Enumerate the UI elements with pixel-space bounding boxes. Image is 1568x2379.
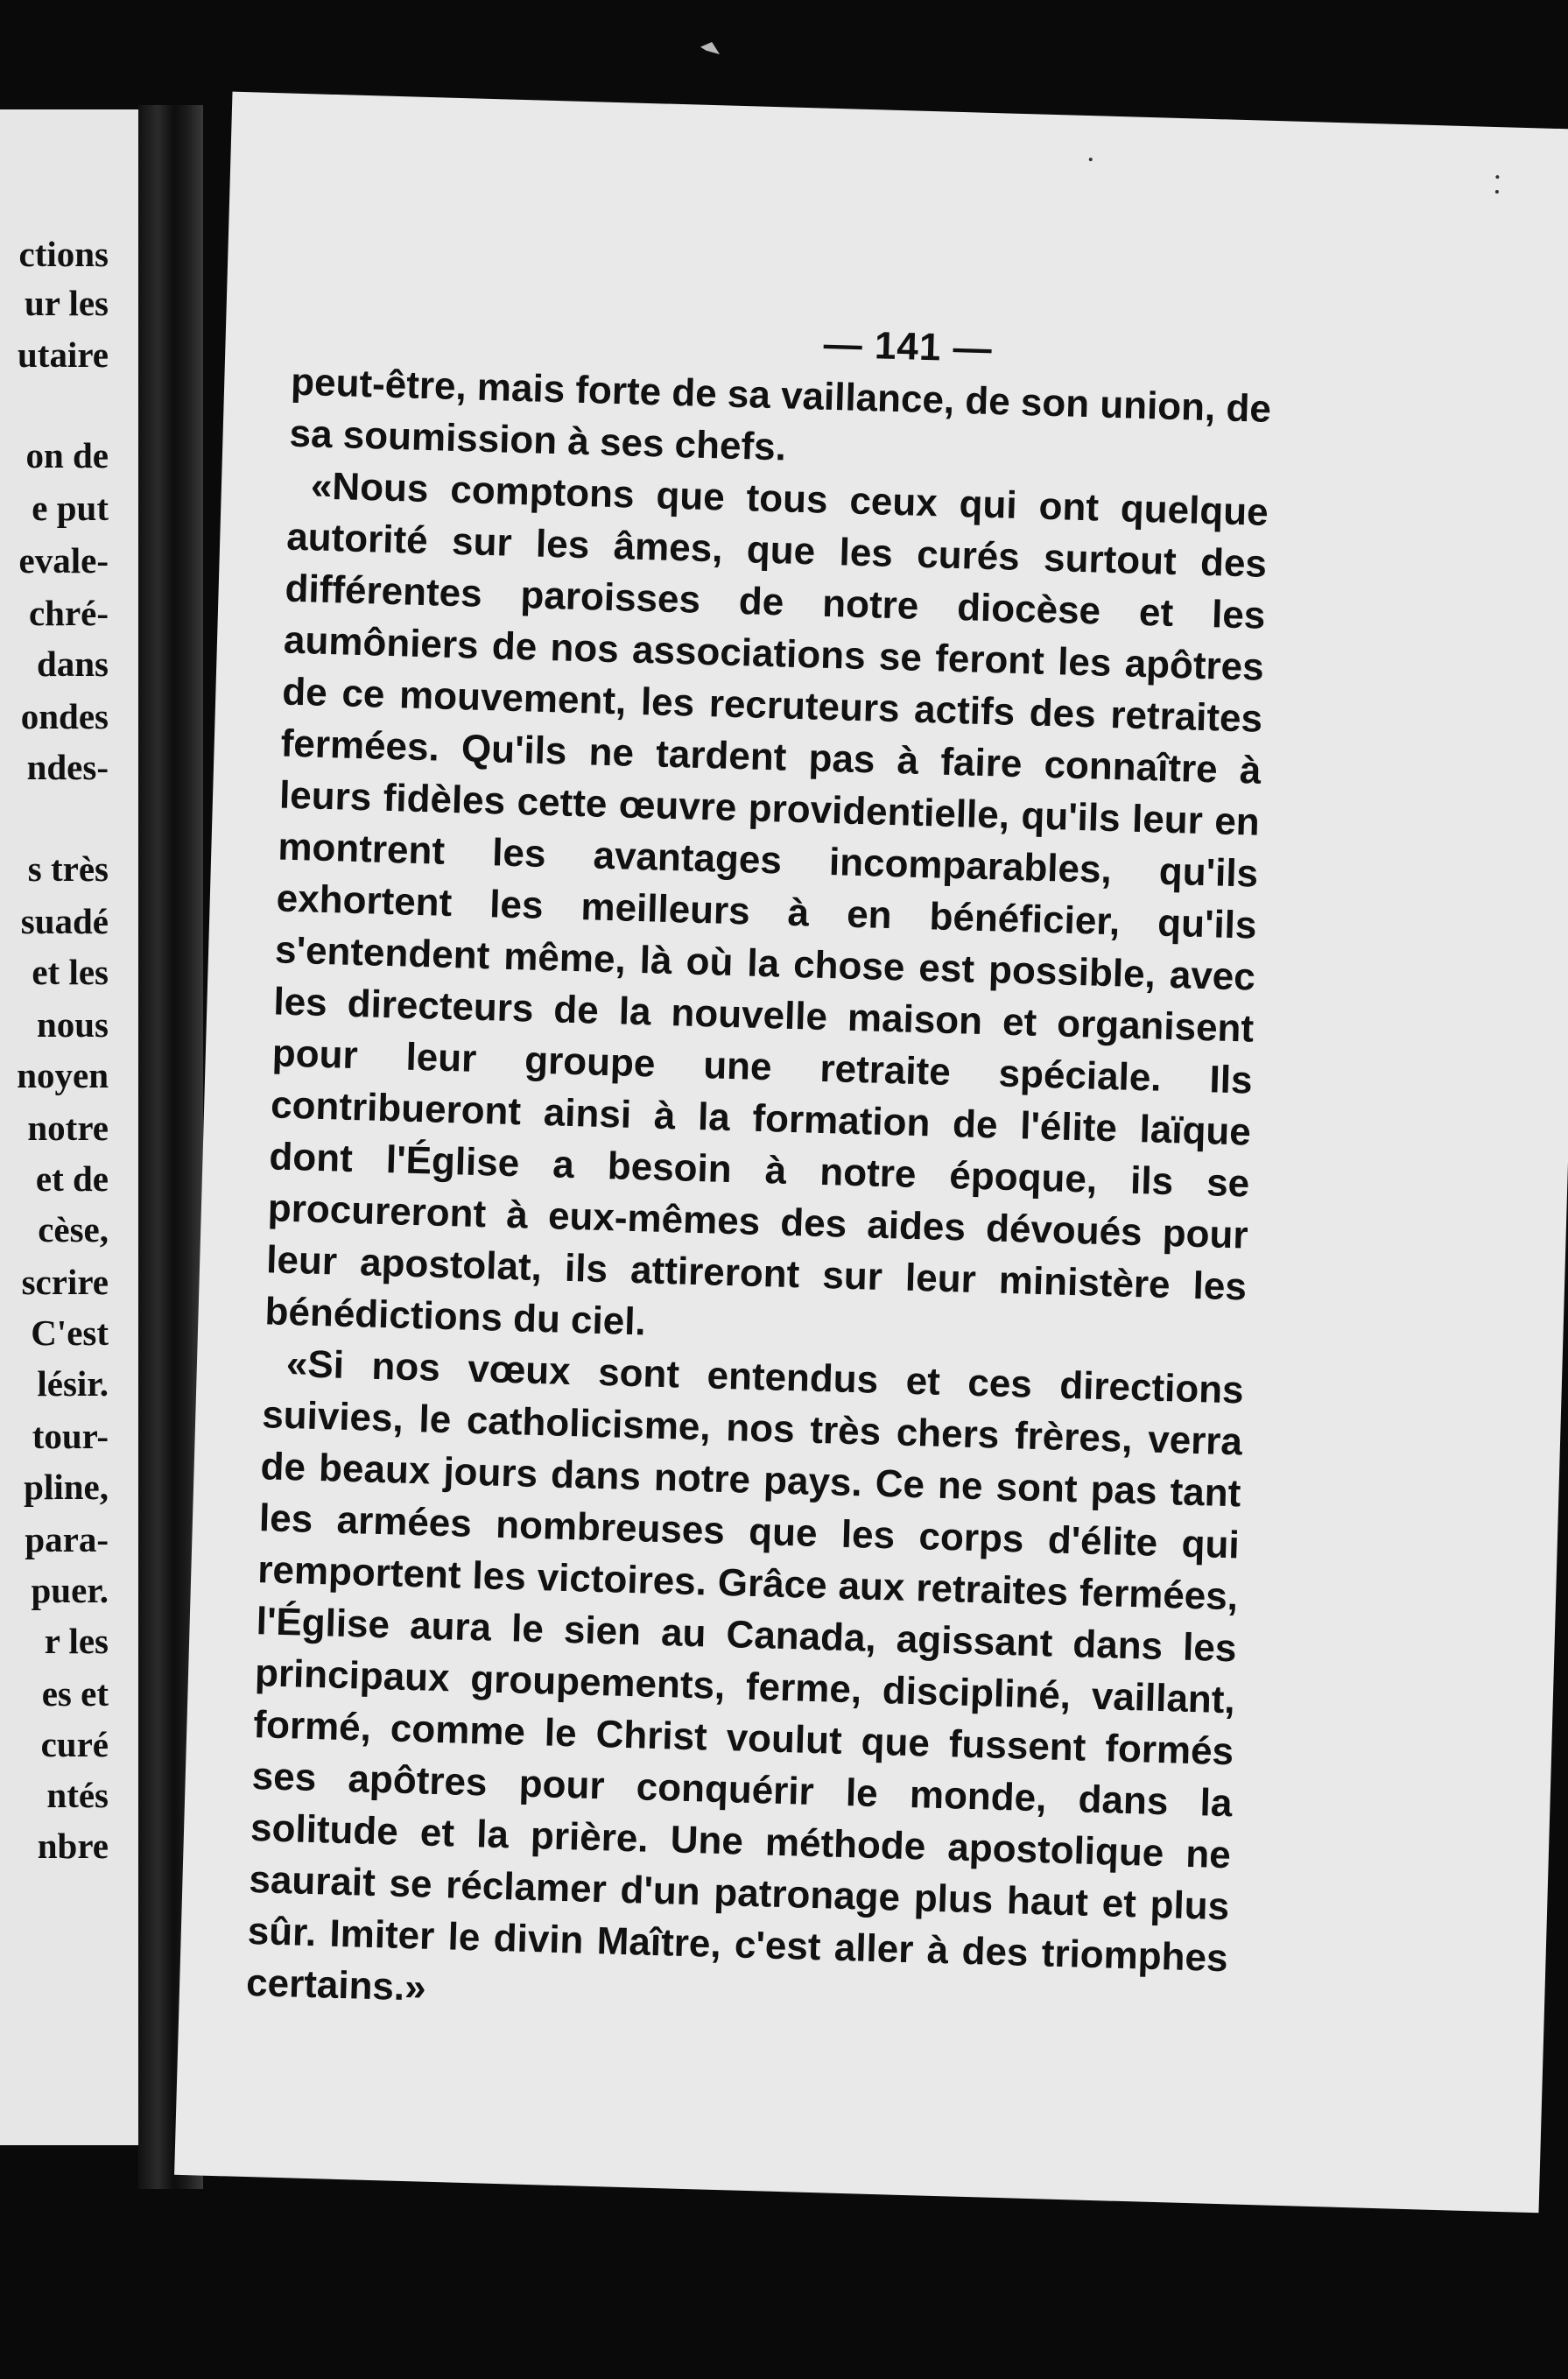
left-page-line: r les [44,1621,109,1661]
left-page-line: ndes- [26,747,109,787]
paragraph-continuation: peut-être, mais forte de sa vaillance, de son union, de sa soumission à ses chefs. [288,360,1272,469]
dust-speck [1495,190,1499,194]
left-facing-page [0,109,138,2145]
left-page-line: dans [36,644,109,684]
left-page-line: lésir. [37,1363,109,1404]
left-page-line: ur les [24,283,109,323]
page-number: — 141 — [823,322,994,371]
dust-speck [1495,175,1499,179]
left-page-line: C'est [31,1313,109,1353]
left-page-line: utaire [17,334,109,375]
left-page-line: s très [27,848,109,889]
left-page-line: puer. [31,1570,109,1610]
left-page-line: ctions [18,234,109,274]
left-page-line: pline, [24,1467,109,1507]
left-page-line: notre [27,1108,109,1148]
left-page-line: tour- [32,1416,109,1456]
left-page-line: scrire [21,1262,109,1302]
left-page-line: cèse, [38,1209,109,1249]
left-page-line: et de [35,1158,109,1199]
left-page-line: es et [41,1673,109,1714]
paragraph-si-nos-voeux: «Si nos vœux sont entendus et ces directions suivies, le catholicisme, nos très chers frères, verra de beaux jours dans notre pays. Ce ne sont pas tant les armées nombreuses que les corps d'élite qui remportent les victoires. Grâce aux retraites fermées, l'Église aura le sien au Canada, agissant dans les principaux groupements, ferme, discipliné, vaillant, formé, comme le Christ voulut que fussent formés ses apôtres pour conquérir le monde, dans la solitude et la prière. Une méthode apostolique ne saurait se réclamer d'un patronage plus haut et plus sûr. Imiter le divin Maître, c'est aller à des triomphes certains.» [245,1341,1245,2009]
page-body-text [245,356,1271,2037]
left-page-line: noyen [17,1055,109,1095]
left-page-line: nbre [37,1826,109,1866]
right-page [174,92,1568,2214]
left-page-line: on de [25,435,109,475]
left-page-line: ondes [20,696,109,736]
left-page-line: ntés [46,1775,109,1815]
left-page-line: curé [40,1724,109,1764]
left-page-line: chré- [28,593,109,633]
paragraph-nous-comptons: «Nous comptons que tous ceux qui ont quelque autorité sur les âmes, que les curés surtout des différentes paroisses de notre diocèse et les aumôniers de nos associations se feront les apôtres de ce mouvement, les recruteurs actifs des retraites fermées. Qu'ils ne tardent pas à faire connaître à leurs fidèles cette œuvre providentielle, qu'ils leur en montrent les avantages incomparables, qu'ils exhortent les meilleurs à en bénéficier, qu'ils s'entendent même, là où la chose est possible, avec les directeurs de la nouvelle maison et organisent pour leur groupe une retraite spéciale. Ils contribueront ainsi à la formation de l'élite laïque dont l'Église a besoin à notre époque, ils se procureront à eux-mêmes des aides dévoués pour leur apostolat, ils attireront sur leur ministère les bénédictions du ciel. [264,464,1269,1344]
left-page-line: e put [32,488,109,528]
left-page-line: suadé [20,901,109,941]
dust-speck [1089,158,1093,161]
left-page-line: evale- [18,540,109,581]
left-page-line: et les [32,952,109,992]
left-page-line: para- [25,1519,109,1559]
scan-artifact-mark [700,42,720,54]
left-page-line: nous [36,1004,109,1045]
